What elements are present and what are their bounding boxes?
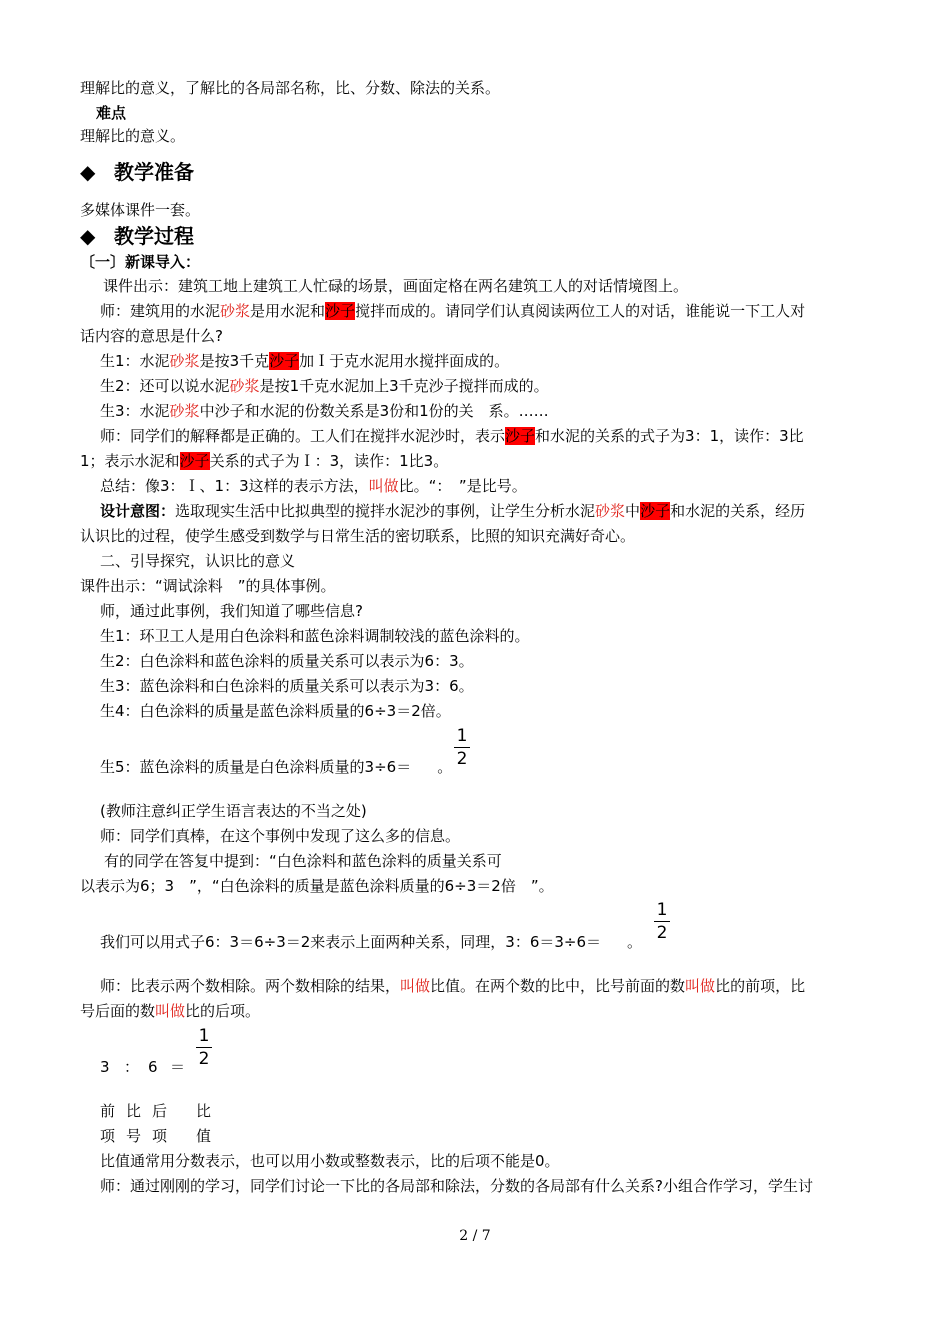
text-line: 生4：白色涂料的质量是蓝色涂料质量的6÷3＝2倍。 <box>100 702 451 720</box>
text-line: 理解比的意义，了解比的各局部名称，比、分数、除法的关系。 <box>80 79 501 97</box>
subsection-intro: 〔一〕新课导入： <box>80 253 201 271</box>
label-ratio-value: 比 <box>196 1102 212 1120</box>
text-line: 多媒体课件一套。 <box>80 201 201 219</box>
text-line: 生2：白色涂料和蓝色涂料的质量关系可以表示为6：3。 <box>100 652 474 670</box>
heading-difficulty: 难点 <box>96 104 127 122</box>
text-line: 生1：水泥砂浆是按3千克沙子加Ｉ于克水泥用水搅拌面成的。 <box>100 352 510 370</box>
label-term: 项 <box>100 1127 116 1145</box>
text-line: 二、引导探究，认识比的意义 <box>100 552 296 570</box>
text-line: 以表示为6；3 ”，“白色涂料的质量是蓝色涂料质量的6÷3＝2倍 ”。 <box>80 877 554 895</box>
label-back: 后 <box>152 1102 168 1120</box>
text-line: 号后面的数叫做比的后项。 <box>80 1002 261 1020</box>
fraction-one-half: 1 2 <box>454 726 470 769</box>
text-line: 生3：水泥砂浆中沙子和水泥的份数关系是3份和1份的关 系。…… <box>100 402 549 420</box>
text-line: 理解比的意义。 <box>80 127 186 145</box>
section-heading-process: ◆ 教学过程 <box>80 224 194 248</box>
label-term-2: 项 <box>152 1127 168 1145</box>
text-line: 设计意图：选取现实生活中比拟典型的搅拌水泥沙的事例，让学生分析水泥砂浆中沙子和水泥的关系，经历 <box>100 502 806 520</box>
text-line: (教师注意纠正学生语言表达的不当之处) <box>100 802 367 820</box>
ratio-colon: ： <box>124 1058 140 1076</box>
diamond-bullet-icon: ◆ <box>80 160 96 184</box>
ratio-front-term: 3 <box>100 1058 110 1076</box>
ratio-value-fraction: 1 2 <box>196 1026 212 1069</box>
text-line: 师：通过刚刚的学习，同学们讨论一下比的各局部和除法，分数的各局部有什么关系?小组合作学习，学生讨 <box>100 1177 813 1195</box>
text-line: 课件出示：“调试涂料 ”的具体事例。 <box>80 577 336 595</box>
text-line: 话内容的意思是什么? <box>80 327 223 345</box>
text-line: 比值通常用分数表示，也可以用小数或整数表示，比的后项不能是0。 <box>100 1152 560 1170</box>
text-line: 1；表示水泥和沙子关系的式子为Ｉ：3，读作：1比3。 <box>80 452 449 470</box>
text-line: 师：比表示两个数相除。两个数相除的结果，叫做比值。在两个数的比中，比号前面的数叫做比的前项，比 <box>100 977 806 995</box>
text-line: 我们可以用式子6：3＝6÷3＝2来表示上面两种关系，同理，3：6＝3÷6＝ 。 <box>100 933 643 951</box>
label-value: 值 <box>196 1127 212 1145</box>
label-ratio-sign: 比 <box>126 1102 142 1120</box>
text-line: 认识比的过程，使学生感受到数学与日常生活的密切联系，比照的知识充满好奇心。 <box>80 527 636 545</box>
text-line: 总结：像3：Ｉ、1：3这样的表示方法，叫做比。“： ”是比号。 <box>100 477 527 495</box>
text-line: 课件出示：建筑工地上建筑工人忙碌的场景，画面定格在两名建筑工人的对话情境图上。 <box>103 277 689 295</box>
text-line: 生1：环卫工人是用白色涂料和蓝色涂料调制较浅的蓝色涂料的。 <box>100 627 530 645</box>
text-line: 生3：蓝色涂料和白色涂料的质量关系可以表示为3：6。 <box>100 677 474 695</box>
text-line: 生2：还可以说水泥砂浆是按1千克水泥加上3千克沙子搅拌而成的。 <box>100 377 549 395</box>
ratio-back-term: 6 <box>148 1058 158 1076</box>
ratio-equals: ＝ <box>170 1058 186 1076</box>
label-front: 前 <box>100 1102 116 1120</box>
text-line: 师，通过此事例，我们知道了哪些信息? <box>100 602 363 620</box>
section-heading-preparation: ◆ 教学准备 <box>80 160 194 184</box>
fraction-one-half: 1 2 <box>654 900 670 943</box>
diamond-bullet-icon: ◆ <box>80 224 96 248</box>
text-line: 师：建筑用的水泥砂浆是用水泥和沙子搅拌而成的。请同学们认真阅读两位工人的对话，谁能说一下工人对 <box>100 302 806 320</box>
page-number: 2 / 7 <box>459 1228 491 1244</box>
text-line: 有的同学在答复中提到：“白色涂料和蓝色涂料的质量关系可 <box>104 852 502 870</box>
label-sign: 号 <box>126 1127 142 1145</box>
text-line: 师：同学们的解释都是正确的。工人们在搅拌水泥沙时，表示沙子和水泥的关系的式子为3：1，读作：3比 <box>100 427 804 445</box>
text-line: 师：同学们真棒，在这个事例中发现了这么多的信息。 <box>100 827 461 845</box>
text-line: 生5：蓝色涂料的质量是白色涂料质量的3÷6＝ 。 <box>100 758 453 776</box>
